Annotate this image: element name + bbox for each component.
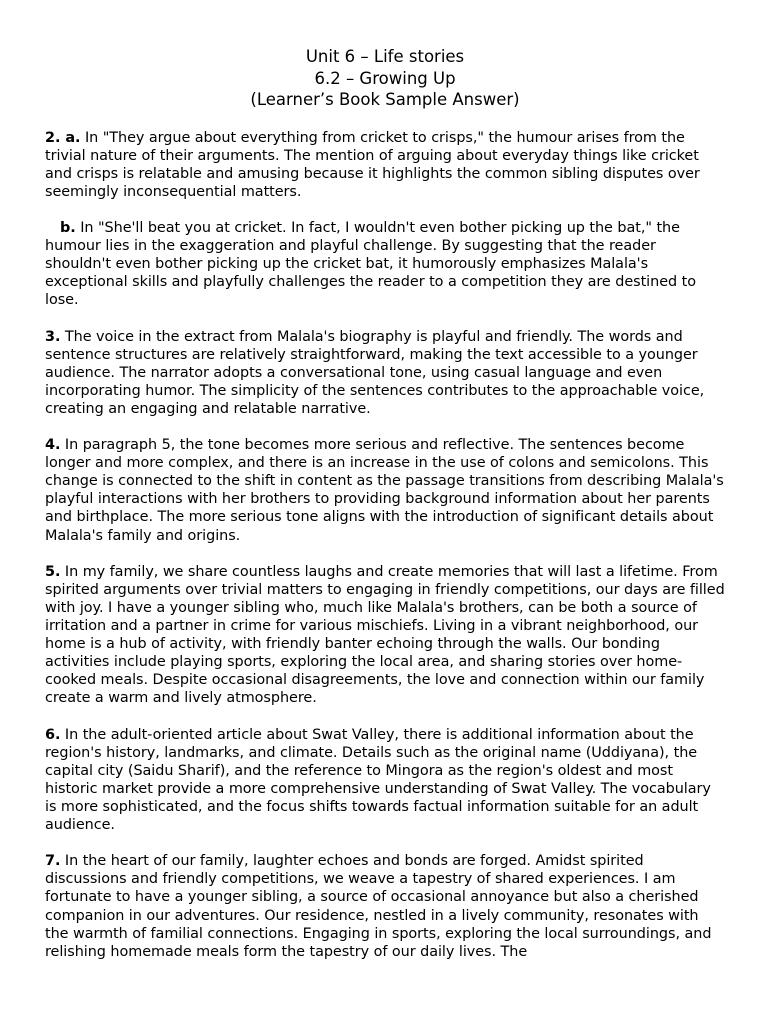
answer-2a [45, 129, 725, 201]
answer-6 [45, 726, 725, 835]
answer-7 [45, 852, 725, 961]
answer-number: 3. [45, 328, 61, 345]
answer-number: 2. a. [45, 129, 81, 146]
answer-text: In the heart of our family, laughter echoes and bonds are forged. Amidst spirited discussions and friendly competitions, we weave a tapestry of shared experiences. I am fortunate to have a younger sibling, a source of occasional annoyance but also a cherished companion in our adventures. Our residence, nestled in a lively community, resonates with the warmth of familial connections. Engaging in sports, exploring the local surroundings, and relishing homemade meals form the tapestry of our daily lives. The [45, 853, 712, 960]
answer-5 [45, 563, 725, 708]
answer-text: In paragraph 5, the tone becomes more serious and reflective. The sentences become longer and more complex, and there is an increase in the use of colons and semicolons. This change is connected to the shift in content as the passage transitions from describing Malala's playful interactions with her brothers to providing background information about her parents and birthplace. The more serious tone aligns with the introduction of significant details about Malala's family and origins. [45, 437, 724, 544]
answer-number: 7. [45, 853, 61, 870]
answer-number: b. [60, 219, 76, 236]
section-title: 6.2 – Growing Up [314, 68, 456, 88]
answer-number: 5. [45, 563, 61, 580]
answer-text: The voice in the extract from Malala's biography is playful and friendly. The words and sentence structures are relatively straightforward, making the text accessible to a younger audience. The narrator adopts a conversational tone, using casual language and even incorporating humor. The simplicity of the sentences contributes to the approachable voice, creating an engaging and relatable narrative. [45, 328, 705, 417]
document-subtitle: (Learner’s Book Sample Answer) [250, 90, 520, 109]
answer-number: 6. [45, 726, 61, 743]
answer-text: In my family, we share countless laughs and create memories that will last a lifetime. From spirited arguments over trivial matters to engaging in friendly competitions, our days are filled with joy. I have a younger sibling who, much like Malala's brothers, can be both a source of irritation and a partner in crime for various mischiefs. Living in a vibrant neighborhood, our home is a hub of activity, with friendly banter echoing through the walls. Our bonding activities include playing sports, exploring the local area, and sharing stories over home-cooked meals. Despite occasional disagreements, the love and connection within our family create a warm and lively atmosphere. [45, 563, 725, 707]
unit-title: Unit 6 – Life stories [305, 47, 465, 66]
answer-number: 4. [45, 437, 61, 454]
answer-text: In "She'll beat you at cricket. In fact, I wouldn't even bother picking up the bat," the humour lies in the exaggeration and playful challenge. By suggesting that the reader shouldn't even bother picking up the cricket bat, it humorously emphasizes Malala's exceptional skills and playfully challenges the reader to a competition they are destined to lose. [45, 219, 696, 309]
answer-text: In "They argue about everything from cricket to crisps," the humour arises from the trivial nature of their arguments. The mention of arguing about everyday things like cricket and crisps is relatable and amusing because it highlights the common sibling disputes over seemingly inconsequential matters. [45, 129, 700, 200]
answer-2b [45, 219, 725, 309]
answer-3 [45, 328, 725, 418]
document-page [45, 46, 725, 979]
answer-text: In the adult-oriented article about Swat Valley, there is additional information about the region's history, landmarks, and climate. Details such as the original name (Uddiyana), the capital city (Saidu Sharif), and the reference to Mingora as the region's oldest and most historic market provide a more comprehensive understanding of Swat Valley. The vocabulary is more sophisticated, and the focus shifts towards factual information suitable for an adult audience. [45, 726, 711, 834]
answer-4 [45, 436, 725, 545]
document-header [45, 46, 725, 111]
